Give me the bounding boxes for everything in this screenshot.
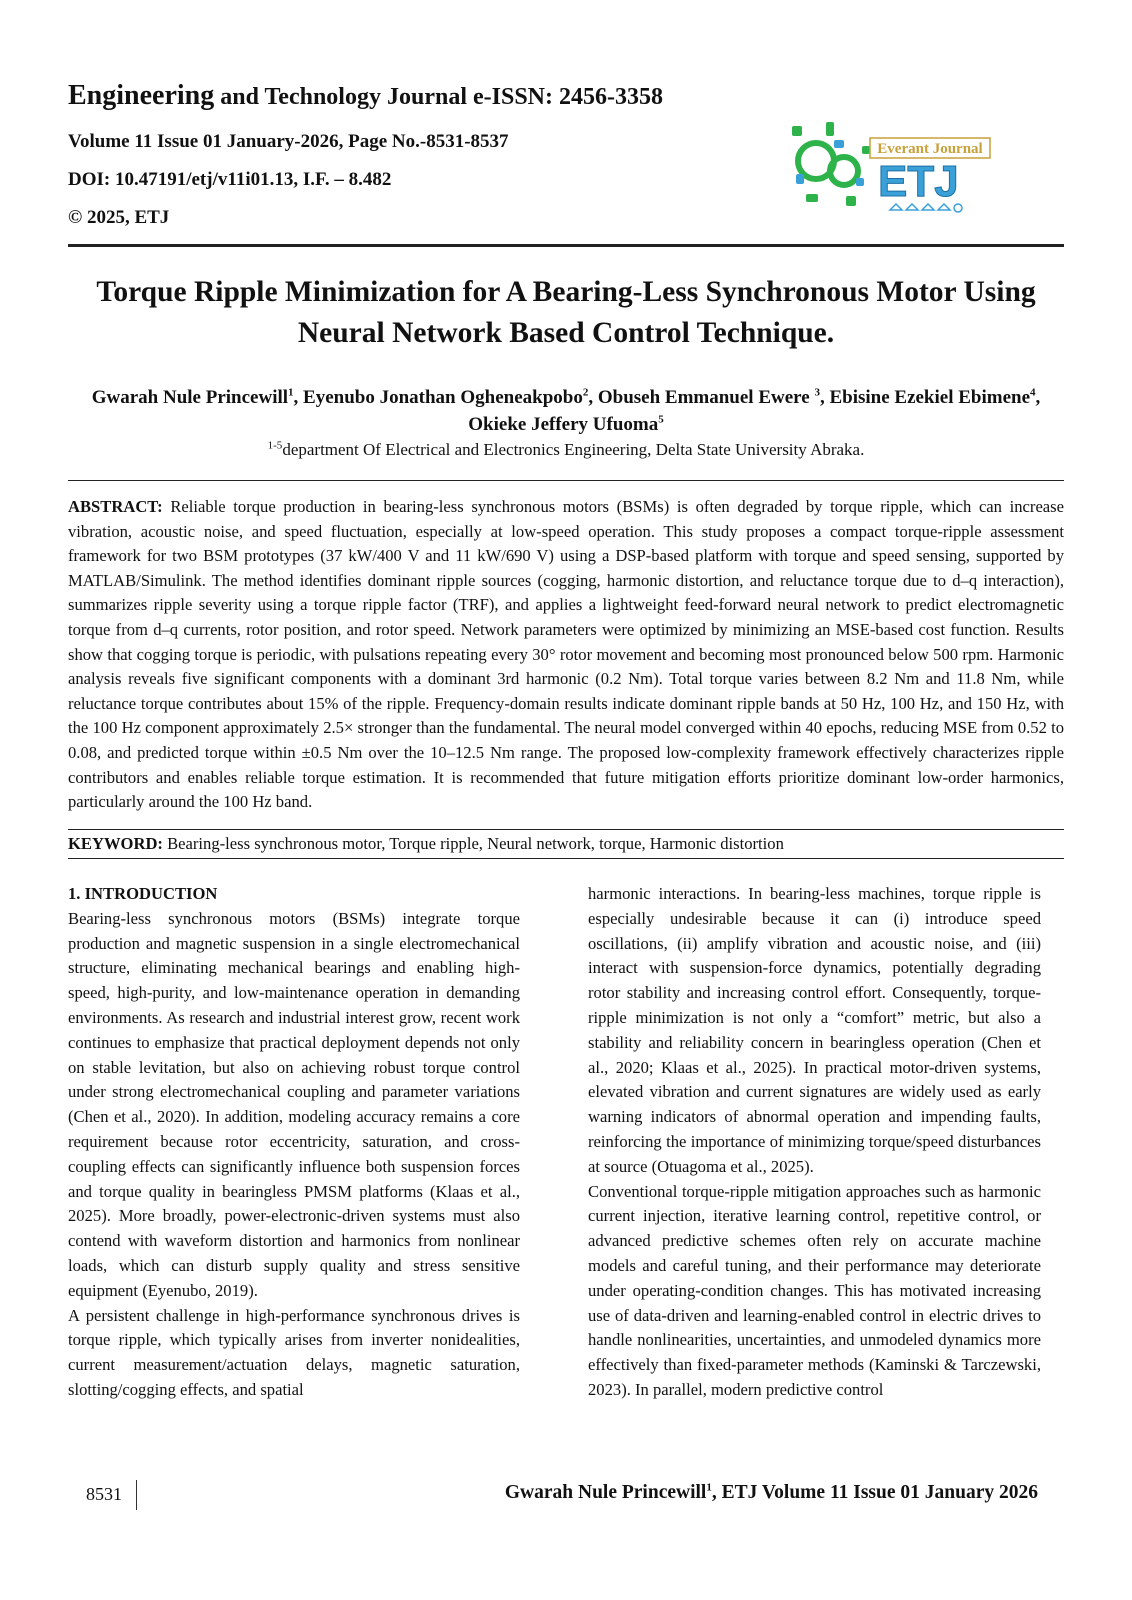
etj-logo — [786, 116, 994, 220]
section-heading: 1. INTRODUCTION — [68, 884, 218, 903]
etj-logo-graphic — [786, 116, 994, 220]
author-sup: 5 — [658, 413, 664, 426]
affiliation — [70, 440, 1062, 460]
running-footer — [505, 1482, 1038, 1504]
running-sup: 1 — [706, 1481, 712, 1494]
paper-title — [60, 272, 1072, 354]
header-rule — [68, 244, 1064, 247]
keyword-bottom-rule — [68, 858, 1064, 859]
paragraph: harmonic interactions. In bearing-less machines, torque ripple is especially undesirable because it can (i) introduce speed oscillations, (ii) amplify vibration and acoustic noise, and (iii) interact with suspension-force dynamics, potentially degrading rotor stability and increasing control effort. Consequently, torque-ripple minimization is not only a “comfort” metric, but also a stability and reliability concern in bearingless operation (Chen et al., 2020; Klaas et al., 2025). In practical motor-driven systems, elevated vibration and current signatures are widely used as early warning indicators of abnormal operation and impending faults, reinforcing the importance of minimizing torque/speed disturbances at source (Otuagoma et al., 2025). — [588, 884, 1041, 1176]
logo-banner-text: Everant Journal — [877, 141, 983, 157]
keywords — [68, 832, 1064, 857]
paragraph: A persistent challenge in high-performance synchronous drives is torque ripple, which typically arises from inverter nonidealities, current measurement/actuation delays, magnetic saturation, slotting/cogging effects, and spatial — [68, 1305, 520, 1399]
keyword-text: Bearing-less synchronous motor, Torque ripple, Neural network, torque, Harmonic distortion — [162, 834, 784, 853]
paragraph: Bearing-less synchronous motors (BSMs) integrate torque production and magnetic suspension in a single electromechanical structure, eliminating mechanical bearings and enabling high-speed, high-purity, and low-maintenance operation in demanding environments. As research and industrial interest grow, recent work continues to emphasize that practical deployment depends not only on stable levitation, but also on achieving robust torque control under strong electromechanical coupling and parameter variations (Chen et al., 2020). In addition, modeling accuracy remains a core requirement because rotor eccentricity, saturation, and cross-coupling effects can significantly influence both suspension forces and torque quality in bearingless PMSM platforms (Klaas et al., 2025). More broadly, power-electronic-driven systems must also contend with waveform distortion and harmonics from nonlinear loads, which can disturb supply quality and stress sensitive equipment (Eyenubo, 2019). — [68, 908, 520, 1300]
journal-name — [68, 80, 663, 112]
abstract — [68, 495, 1064, 815]
abstract-text: Reliable torque production in bearing-less synchronous motors (BSMs) is often degraded by torque ripple, which can increase vibration, acoustic noise, and speed fluctuation, especially at low-speed operation. This study proposes a compact torque-ripple assessment framework for two BSM prototypes (37 kW/400 V and 11 kW/690 V) using a DSP-based platform with torque and speed sensing, supported by MATLAB/Simulink. The method identifies dominant ripple sources (cogging, harmonic distortion, and reluctance torque due to d–q interaction), summarizes ripple severity using a torque ripple factor (TRF), and applies a lightweight feed-forward neural network to predict electromagnetic torque from d–q currents, rotor position, and rotor speed. Network parameters were optimized by minimizing an MSE-based cost function. Results show that cogging torque is periodic, with pulsations repeating every 30° rotor movement and becoming most pronounced below 500 rpm. Harmonic analysis reveals five significant components with a dominant 3rd harmonic (0.2 Nm). Total torque varies between 8.2 Nm and 11.8 Nm, while reluctance torque contributes about 15% of the ripple. Frequency-domain results indicate dominant ripple bands at 50 Hz, 100 Hz, and 150 Hz, with the 100 Hz component approximately 2.5× stronger than the fundamental. The neural model converged within 40 epochs, reducing MSE from 0.52 to 0.08, and predicted torque within ±0.5 Nm over the 10–12.5 Nm range. The proposed low-complexity framework effectively characterizes ripple contributors and enables reliable torque estimation. It is recommended that future mitigation efforts prioritize dominant low-order harmonics, particularly around the 100 Hz band. — [68, 497, 1064, 812]
journal-name-part2: and Technology Journal e-ISSN: 2456-3358 — [214, 84, 663, 110]
paragraph: Conventional torque-ripple mitigation approaches such as harmonic current injection, iterative learning control, repetitive control, or advanced predictive schemes often rely on accurate machine models and careful tuning, and their performance may deteriorate under operating-condition changes. This has motivated increasing use of data-driven and learning-enabled control in electric drives to handle nonlinearities, uncertainties, and unmodeled dynamics more effectively than fixed-parameter methods (Kaminski & Tarczewski, 2023). In parallel, modern predictive control — [588, 1181, 1041, 1399]
footer-divider — [136, 1480, 137, 1510]
affiliation-sup: 1-5 — [267, 439, 283, 452]
doi-line: DOI: 10.47191/etj/v11i01.13, I.F. – 8.482 — [68, 169, 392, 190]
abstract-label: ABSTRACT: — [68, 497, 163, 516]
keyword-rule — [68, 829, 1064, 830]
running-author: Gwarah Nule Princewill — [504, 1482, 707, 1503]
author-name: Eyenubo Jonathan Ogheneakpobo — [303, 387, 583, 408]
left-column — [68, 882, 520, 1403]
title-line-2: Neural Network Based Control Technique. — [297, 317, 835, 349]
author-list: Gwarah Nule Princewill$^1$, Eyenubo Jonathan Ogheneakpobo$^2$, Obuseh Emmanuel Ewere $^3$, Ebisine Ezekiel Ebimene$^4$, Okieke Jeffery Ufuoma$^5$ — [91, 386, 1041, 435]
journal-name-part1: Engineering — [68, 80, 215, 111]
author-name: Okieke Jeffery Ufuoma — [468, 414, 659, 435]
running-rest: , ETJ Volume 11 Issue 01 January 2026 — [711, 1482, 1038, 1503]
logo-text: ETJ — [878, 157, 959, 206]
author-name: Gwarah Nule Princewill — [91, 387, 289, 408]
author-name: Obuseh Emmanuel Ewere — [597, 387, 815, 408]
abstract-top-rule — [68, 480, 1064, 481]
author-sup: 4 — [1030, 386, 1036, 399]
right-column — [588, 882, 1041, 1403]
author-sup: 2 — [582, 386, 589, 399]
copyright-line: © 2025, ETJ — [68, 207, 170, 228]
keyword-label: KEYWORD: — [68, 834, 163, 853]
title-line-1: Torque Ripple Minimization for A Bearing-Less Synchronous Motor Using — [96, 276, 1036, 308]
affiliation-text: department Of Electrical and Electronics Engineering, Delta State University Abraka. — [282, 440, 865, 459]
page-number: 8531 — [86, 1484, 122, 1504]
author-name: Ebisine Ezekiel Ebimene — [829, 387, 1031, 408]
author-sup: 3 — [814, 386, 820, 399]
volume-line: Volume 11 Issue 01 January-2026, Page No.-8531-8537 — [68, 131, 509, 152]
author-sup: 1 — [288, 386, 294, 399]
